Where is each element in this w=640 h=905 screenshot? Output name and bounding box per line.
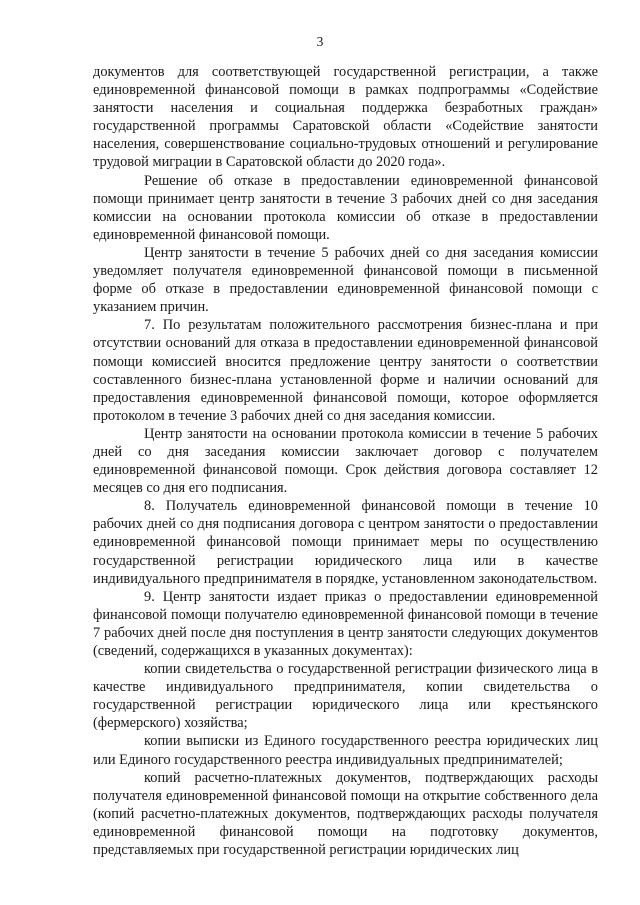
paragraph-item-7: 7. По результатам положительного рассмотрения бизнес-плана и при отсутствии оснований для отказа в предоставлении единовременной финансовой помощи комиссией вносится предложение центру занятости о соответствии составленного бизнес-плана установленной форме и наличии оснований для предоставления единовременной финансовой помощи, которое оформляется протоколом в течение 3 рабочих дней со дня заседания комиссии. bbox=[93, 317, 598, 424]
paragraph-item-8: 8. Получатель единовременной финансовой помощи в течение 10 рабочих дней со дня подписания договора с центром занятости о предоставлении единовременной финансовой помощи принимает меры по осуществлению государственной регистрации юридического лица или в качестве индивидуального предпринимателя в порядке, установленном законодательством. bbox=[93, 498, 598, 587]
document-body bbox=[93, 63, 598, 859]
paragraph-refusal-decision: Решение об отказе в предоставлении единовременной финансовой помощи принимает центр занятости в течение 3 рабочих дней со дня заседания комиссии на основании протокола комиссии об отказе в предоставлении единовременной финансовой помощи. bbox=[93, 172, 598, 243]
list-item-payment-documents: копий расчетно-платежных документов, подтверждающих расходы получателя единовременной финансовой помощи на открытие собственного дела (копий расчетно-платежных документов, подтверждающих расходы получателя единовременной финансовой помощи на подготовку документов, представляемых при государственной регистрации юридических лиц bbox=[93, 769, 598, 859]
paragraph-item-9: 9. Центр занятости издает приказ о предоставлении единовременной финансовой помощи получателю единовременной финансовой помощи в течение 7 рабочих дней после дня поступления в центр занятости следующих документов (сведений, содержащихся в указанных документах): bbox=[93, 588, 598, 659]
list-item-register-extract: копии выписки из Единого государственного реестра юридических лиц или Единого государственного реестра индивидуальных предпринимателей; bbox=[93, 733, 598, 768]
paragraph-continuation: документов для соответствующей государственной регистрации, а также единовременной финансовой помощи в рамках подпрограммы «Содействие занятости населения и социальная поддержка безработных граждан» государственной программы Саратовской области «Содействие занятости населения, совершенствование социально-трудовых отношений и регулирование трудовой миграции в Саратовской области до 2020 года». bbox=[93, 64, 598, 171]
list-item-registration-certificate: копии свидетельства о государственной регистрации физического лица в качестве индивидуального предпринимателя, копии свидетельства о государственной регистрации юридического лица или крестьянского (фермерского) хозяйства; bbox=[93, 661, 598, 732]
paragraph-contract: Центр занятости на основании протокола комиссии в течение 5 рабочих дней со дня заседания комиссии заключает договор с получателем единовременной финансовой помощи. Срок действия договора составляет 12 месяцев со дня его подписания. bbox=[93, 425, 598, 497]
paragraph-refusal-notice: Центр занятости в течение 5 рабочих дней со дня заседания комиссии уведомляет получателя единовременной финансовой помощи в письменной форме об отказе в предоставлении единовременной финансовой помощи с указанием причин. bbox=[93, 244, 598, 316]
page-number: 3 bbox=[316, 34, 324, 49]
